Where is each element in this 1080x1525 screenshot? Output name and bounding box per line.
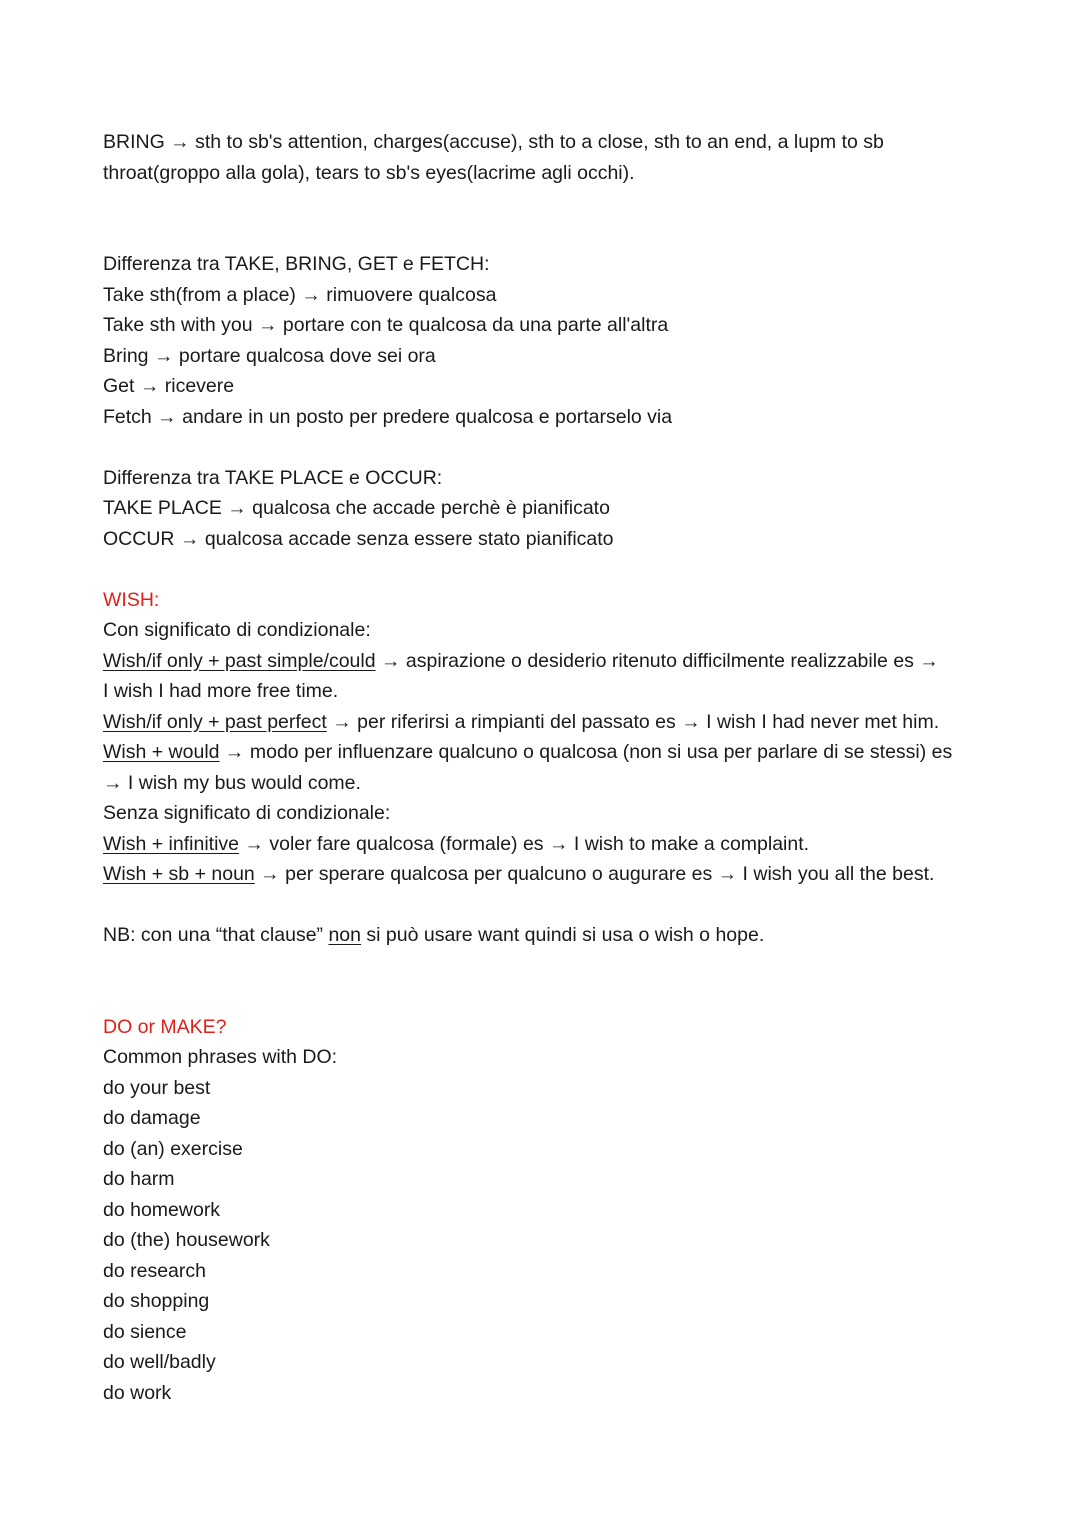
spacer — [103, 554, 1003, 585]
bring-line-2: throat(groppo alla gola), tears to sb's eyes(lacrime agli occhi). — [103, 161, 635, 184]
take-place-item: OCCUR → qualcosa accade senza essere stato pianificato — [103, 527, 614, 550]
take-bring-item: Take sth with you → portare con te qualcosa da una parte all'altra — [103, 314, 669, 336]
wish-rule-3 — [103, 737, 1003, 768]
wish-rule-1 — [103, 646, 1003, 677]
wish-rule-5-text: → per sperare qualcosa per qualcuno o augurare es → I wish you all the best. — [254, 863, 935, 885]
do-make-heading: Common phrases with DO: — [103, 1046, 338, 1068]
wish-rule-4-text: → voler fare qualcosa (formale) es → I wish to make a complaint. — [239, 832, 810, 855]
nb-underlined: non — [328, 924, 361, 946]
wish-rule-3-text: → modo per influenzare qualcuno o qualcosa (non si usa per parlare di se stessi) es — [219, 741, 953, 763]
document-page — [103, 127, 1003, 1408]
bring-line-1: BRING → sth to sb's attention, charges(accuse), sth to a close, sth to an end, a lupm to sb — [103, 131, 884, 153]
wish-nocond-heading: Senza significato di condizionale: — [103, 802, 391, 824]
do-phrase: do homework — [103, 1198, 221, 1221]
spacer — [103, 432, 1003, 463]
nb-note — [103, 920, 1003, 951]
do-phrase: do well/badly — [103, 1351, 216, 1373]
wish-rule-1-text: → aspirazione o desiderio ritenuto difficilmente realizzabile es → — [375, 649, 939, 672]
wish-title: WISH: — [103, 588, 160, 611]
wish-rule-1-form: Wish/if only + past simple/could — [103, 649, 376, 672]
do-phrase: do work — [103, 1381, 172, 1404]
do-phrase: do (an) exercise — [103, 1137, 243, 1160]
do-phrase: do damage — [103, 1107, 201, 1129]
wish-rule-5-form: Wish + sb + noun — [103, 863, 255, 885]
take-place-heading: Differenza tra TAKE PLACE e OCCUR: — [103, 466, 443, 489]
wish-rule-5 — [103, 859, 1003, 890]
take-bring-item: Get → ricevere — [103, 375, 235, 397]
do-phrase: do (the) housework — [103, 1229, 270, 1251]
wish-cond-heading: Con significato di condizionale: — [103, 619, 371, 641]
spacer — [103, 951, 1003, 1012]
spacer — [103, 188, 1003, 249]
wish-rule-3-example: → I wish my bus would come. — [103, 771, 361, 794]
spacer — [103, 890, 1003, 921]
wish-rule-2-text: → per riferirsi a rimpianti del passato es → I wish I had never met him. — [326, 710, 940, 733]
nb-post: si può usare want quindi si usa o wish o hope. — [361, 924, 765, 946]
wish-rule-2 — [103, 707, 1003, 738]
do-phrase: do research — [103, 1259, 206, 1282]
take-bring-item: Fetch → andare in un posto per predere qualcosa e portarselo via — [103, 405, 673, 428]
take-bring-item: Bring → portare qualcosa dove sei ora — [103, 344, 436, 367]
take-bring-item: Take sth(from a place) → rimuovere qualcosa — [103, 283, 497, 306]
do-phrase: do shopping — [103, 1290, 210, 1312]
wish-rule-4 — [103, 829, 1003, 860]
do-phrase: do harm — [103, 1168, 175, 1190]
wish-rule-4-form: Wish + infinitive — [103, 832, 240, 855]
take-place-item: TAKE PLACE → qualcosa che accade perchè è pianificato — [103, 497, 610, 519]
do-phrase: do sience — [103, 1320, 187, 1343]
wish-rule-2-form: Wish/if only + past perfect — [103, 710, 327, 733]
take-bring-heading: Differenza tra TAKE, BRING, GET e FETCH: — [103, 253, 490, 275]
do-phrase: do your best — [103, 1076, 211, 1099]
wish-rule-3-form: Wish + would — [103, 741, 220, 763]
wish-rule-1-example: I wish I had more free time. — [103, 680, 339, 702]
nb-pre: NB: con una “that clause” — [103, 924, 329, 946]
do-make-title: DO or MAKE? — [103, 1015, 227, 1038]
